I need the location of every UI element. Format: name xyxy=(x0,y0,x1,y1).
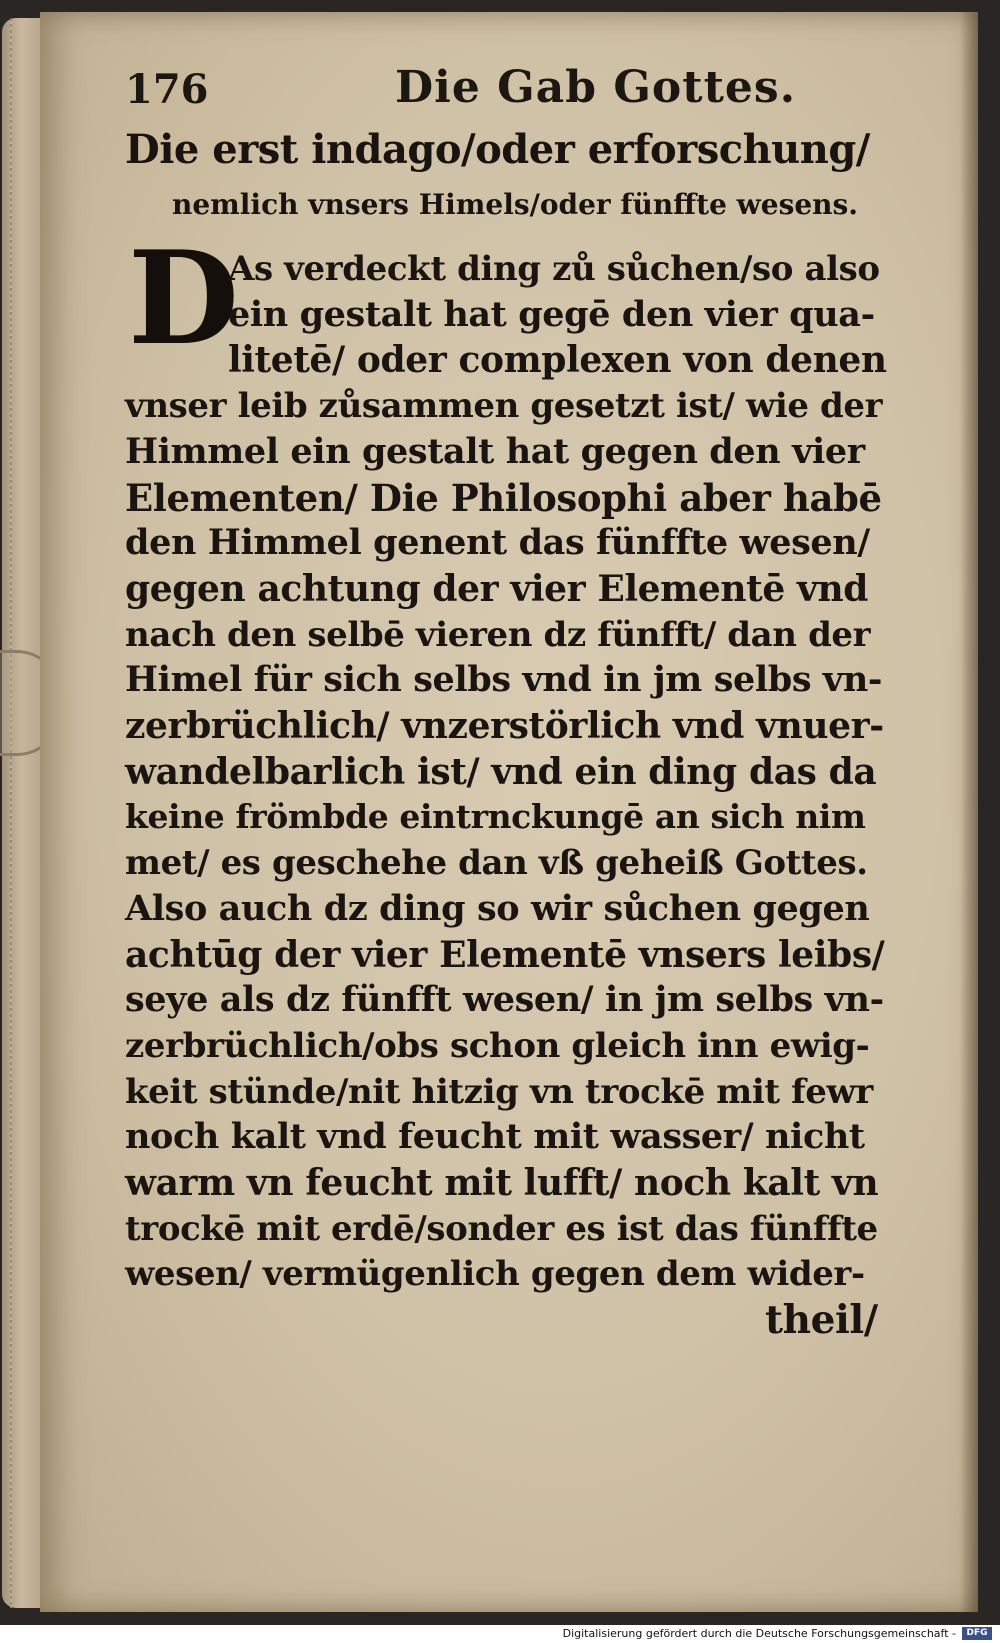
text-line: keine frömbde eintrnckungē an sich nim xyxy=(125,797,866,837)
page-number: 176 xyxy=(125,66,209,113)
text-line: seye als dz fünfft wesen/ in jm selbs vn- xyxy=(125,979,884,1021)
text-line: vnser leib zůsammen gesetzt ist/ wie der xyxy=(125,386,883,427)
footer-bar xyxy=(0,1625,1000,1643)
text-line: theil/ xyxy=(765,1297,878,1344)
running-title: Die Gab Gottes. xyxy=(395,62,797,113)
text-line: zerbrüchlich/obs schon gleich inn ewig- xyxy=(125,1025,870,1066)
text-line: keit stünde/nit hitzig vn trockē mit fewr xyxy=(125,1071,873,1112)
funding-credit: Digitalisierung gefördert durch die Deutsche Forschungsgemeinschaft - xyxy=(562,1627,956,1640)
drop-cap-initial: D xyxy=(128,224,239,374)
text-line: As verdeckt ding zů sůchen/so also xyxy=(228,249,880,289)
text-line: Himmel ein gestalt hat gegen den vier xyxy=(125,430,865,472)
text-line: wesen/ vermügenlich gegen dem wider- xyxy=(125,1254,865,1295)
section-heading: Die erst indago/oder erforschung/ xyxy=(125,126,870,173)
dfg-logo: DFG xyxy=(962,1627,992,1640)
running-head xyxy=(125,62,885,122)
text-line: achtūg der vier Elementē vnsers leibs/ xyxy=(125,933,885,976)
section-subheading: nemlich vnsers Himels/oder fünffte wesens. xyxy=(172,188,859,221)
text-line: den Himmel genent das fünffte wesen/ xyxy=(125,522,870,564)
text-line: nach den selbē vieren dz fünfft/ dan der xyxy=(125,614,871,655)
text-line: litetē/ oder complexen von denen xyxy=(228,339,887,382)
text-line: trockē mit erdē/sonder es ist das fünffte xyxy=(125,1208,878,1249)
text-line: Elementen/ Die Philosophi aber habē xyxy=(125,475,882,520)
text-line: wandelbarlich ist/ vnd ein ding das da xyxy=(125,750,877,793)
text-line: met/ es geschehe dan vß geheiß Gottes. xyxy=(125,843,868,884)
text-line: gegen achtung der vier Elementē vnd xyxy=(125,567,869,610)
text-line: ein gestalt hat gegē den vier qua- xyxy=(228,293,875,335)
text-line: zerbrüchlich/ vnzerstörlich vnd vnuer- xyxy=(125,705,884,747)
text-line: warm vn feucht mit lufft/ noch kalt vn xyxy=(125,1162,879,1204)
text-line: Himel für sich selbs vnd in jm selbs vn- xyxy=(125,659,883,701)
text-line: Also auch dz ding so wir sůchen gegen xyxy=(125,887,870,929)
text-line: noch kalt vnd feucht mit wasser/ nicht xyxy=(125,1116,865,1158)
